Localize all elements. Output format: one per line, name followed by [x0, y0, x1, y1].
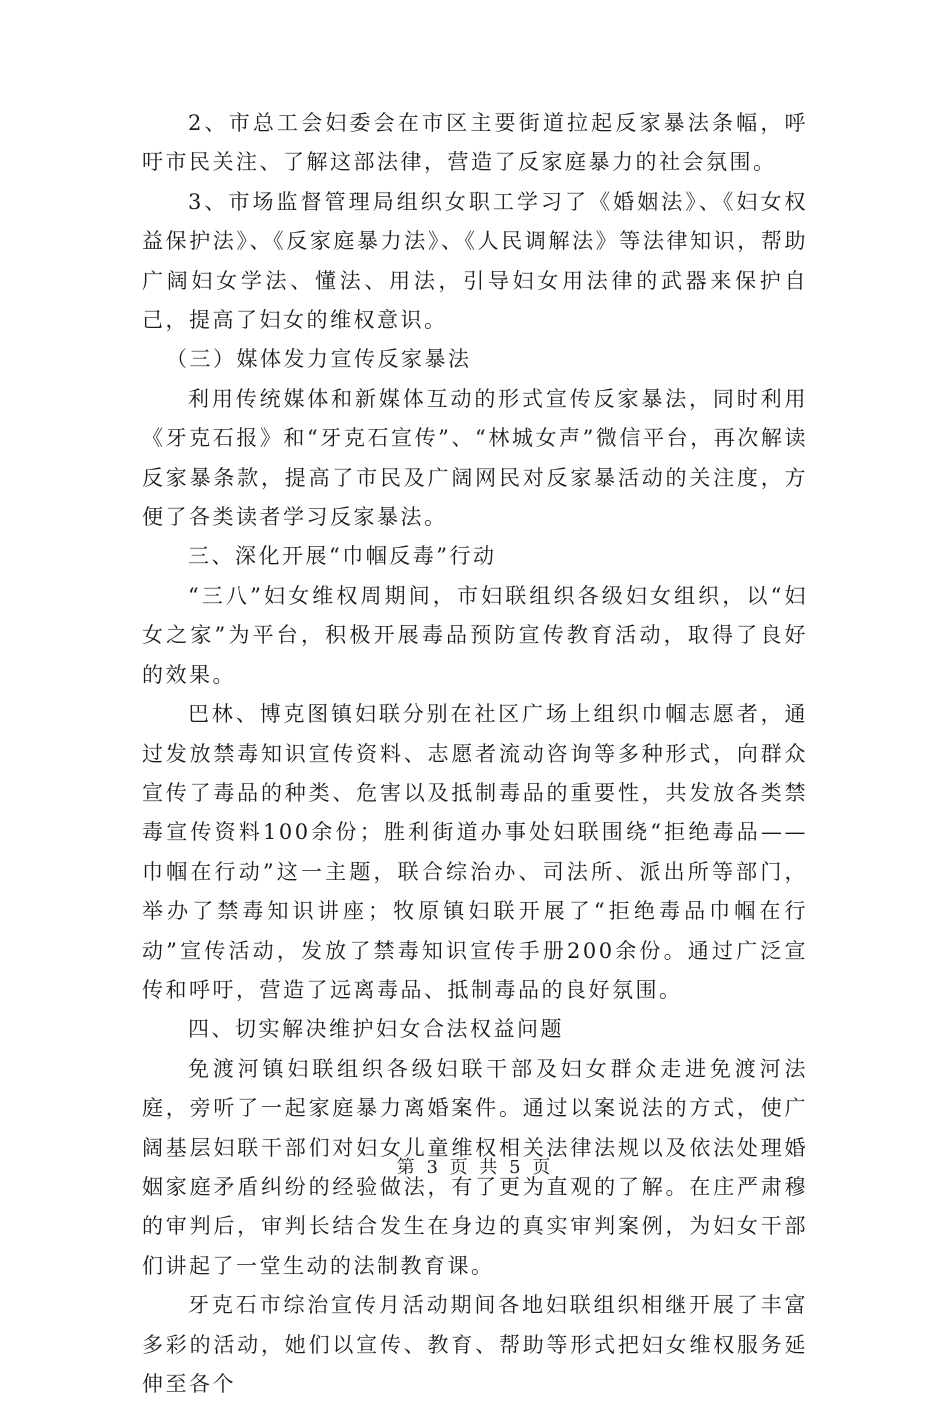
document-body — [142, 104, 808, 1404]
paragraph: “三八”妇女维权周期间，市妇联组织各级妇女组织，以“妇女之家”为平台，积极开展毒品预防宣传教育活动，取得了良好的效果。 — [142, 583, 808, 687]
paragraph: 2、市总工会妇委会在市区主要街道拉起反家暴法条幅，呼吁市民关注、了解这部法律，营造了反家庭暴力的社会氛围。 — [142, 111, 808, 175]
paragraph: 3、市场监督管理局组织女职工学习了《婚姻法》、《妇女权益保护法》、《反家庭暴力法》、《人民调解法》等法律知识，帮助广阔妇女学法、懂法、用法，引导妇女用法律的武器来保护自己，提高了妇女的维权意识。 — [142, 189, 808, 333]
page-number-footer: 第 3 页 共 5 页 — [396, 1157, 554, 1178]
section-heading: 三、深化开展“巾帼反毒”行动 — [188, 544, 497, 569]
section-heading: 四、切实解决维护妇女合法权益问题 — [188, 1017, 564, 1042]
paragraph: 牙克石市综治宣传月活动期间各地妇联组织相继开展了丰富多彩的活动，她们以宣传、教育、帮助等形式把妇女维权服务延伸至各个 — [142, 1293, 808, 1396]
paragraph: 利用传统媒体和新媒体互动的形式宣传反家暴法，同时利用《牙克石报》和“牙克石宣传”、“林城女声”微信平台，再次解读反家暴条款，提高了市民及广阔网民对反家暴活动的关注度，方便了各类读者学习反家暴法。 — [142, 386, 808, 530]
paragraph: 免渡河镇妇联组织各级妇联干部及妇女群众走进免渡河法庭，旁听了一起家庭暴力离婚案件。通过以案说法的方式，使广阔基层妇联干部们对妇女儿童维权相关法律法规以及依法处理婚姻家庭矛盾纠纷的经验做法，有了更为直观的了解。在庄严肃穆的审判后，审判长结合发生在身边的真实审判案例，为妇女干部们讲起了一堂生动的法制教育课。 — [142, 1056, 808, 1278]
subsection-heading: （三）媒体发力宣传反家暴法 — [166, 347, 472, 372]
paragraph: 巴林、博克图镇妇联分别在社区广场上组织巾帼志愿者，通过发放禁毒知识宣传资料、志愿者流动咨询等多种形式，向群众宣传了毒品的种类、危害以及抵制毒品的重要性，共发放各类禁毒宣传资料100余份；胜利街道办事处妇联围绕“拒绝毒品——巾帼在行动”这一主题，联合综治办、司法所、派出所等部门，举办了禁毒知识讲座；牧原镇妇联开展了“拒绝毒品巾帼在行动”宣传活动，发放了禁毒知识宣传手册200余份。通过广泛宣传和呼吁，营造了远离毒品、抵制毒品的良好氛围。 — [142, 702, 808, 1002]
